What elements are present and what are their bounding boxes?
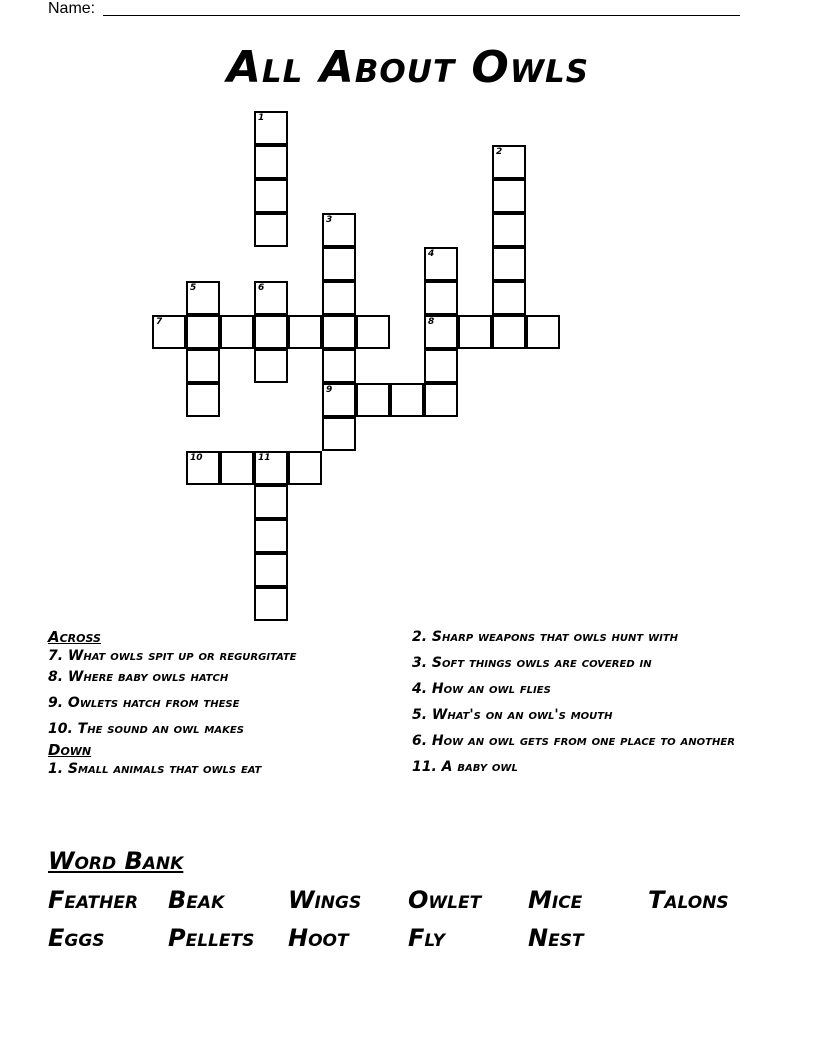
down-heading: Down (48, 741, 92, 759)
crossword-cell[interactable] (424, 315, 458, 349)
clue-across-9: 9. Owlets hatch from these (48, 695, 240, 711)
crossword-cell[interactable] (220, 315, 254, 349)
crossword-cell[interactable] (254, 179, 288, 213)
word-bank-item: Hoot (288, 924, 349, 952)
crossword-cell[interactable] (186, 281, 220, 315)
crossword-cell[interactable] (356, 383, 390, 417)
clue-down-3: 3. Soft things owls are covered in (412, 655, 652, 671)
clue-down-11: 11. A baby owl (412, 759, 518, 775)
crossword-cell[interactable] (492, 213, 526, 247)
word-bank-title: Word Bank (48, 847, 184, 875)
crossword-cell[interactable] (186, 349, 220, 383)
clue-number: 3 (326, 215, 333, 225)
crossword-cell[interactable] (254, 485, 288, 519)
crossword-cell[interactable] (254, 281, 288, 315)
crossword-cell[interactable] (186, 451, 220, 485)
word-bank-item: Owlet (408, 886, 482, 914)
crossword-cell[interactable] (186, 315, 220, 349)
crossword-cell[interactable] (254, 553, 288, 587)
clue-across-8: 8. Where baby owls hatch (48, 669, 229, 685)
crossword-cell[interactable] (254, 519, 288, 553)
crossword-cell[interactable] (424, 349, 458, 383)
word-bank-item: Feather (48, 886, 139, 914)
clue-down-1: 1. Small animals that owls eat (48, 761, 262, 777)
word-bank-item: Nest (528, 924, 584, 952)
crossword-cell[interactable] (254, 451, 288, 485)
crossword-cell[interactable] (254, 145, 288, 179)
crossword-cell[interactable] (322, 281, 356, 315)
word-bank-item: Mice (528, 886, 583, 914)
crossword-cell[interactable] (390, 383, 424, 417)
clue-number: 8 (428, 317, 435, 327)
crossword-cell[interactable] (288, 451, 322, 485)
clue-down-6: 6. How an owl gets from one place to another (412, 733, 735, 749)
clue-number: 10 (190, 453, 203, 463)
word-bank-item: Talons (648, 886, 729, 914)
clue-number: 6 (258, 283, 265, 293)
crossword-cell[interactable] (492, 179, 526, 213)
clue-across-7: 7. What owls spit up or regurgitate (48, 648, 297, 664)
crossword-cell[interactable] (424, 281, 458, 315)
crossword-cell[interactable] (322, 213, 356, 247)
clue-number: 7 (156, 317, 163, 327)
crossword-cell[interactable] (254, 111, 288, 145)
crossword-cell[interactable] (322, 315, 356, 349)
crossword-cell[interactable] (424, 383, 458, 417)
crossword-cell[interactable] (492, 315, 526, 349)
crossword-cell[interactable] (356, 315, 390, 349)
clue-number: 11 (258, 453, 271, 463)
word-bank-item: Beak (168, 886, 225, 914)
word-bank-item: Wings (288, 886, 362, 914)
crossword-cell[interactable] (492, 247, 526, 281)
crossword-cell[interactable] (322, 247, 356, 281)
across-heading: Across (48, 628, 101, 646)
crossword-cell[interactable] (254, 213, 288, 247)
clue-down-4: 4. How an owl flies (412, 681, 551, 697)
crossword-cell[interactable] (254, 315, 288, 349)
crossword-cell[interactable] (322, 383, 356, 417)
crossword-cell[interactable] (322, 417, 356, 451)
crossword-cell[interactable] (492, 145, 526, 179)
crossword-cell[interactable] (458, 315, 492, 349)
clue-down-2: 2. Sharp weapons that owls hunt with (412, 629, 679, 645)
word-bank-item: Eggs (48, 924, 105, 952)
clue-down-5: 5. What's on an owl's mouth (412, 707, 613, 723)
word-bank-item: Pellets (168, 924, 255, 952)
page-title: All About Owls (226, 42, 590, 93)
clue-number: 5 (190, 283, 197, 293)
clues-left-column (48, 628, 398, 786)
name-label: Name: (48, 0, 96, 17)
word-bank-item: Fly (408, 924, 445, 952)
crossword-cell[interactable] (254, 349, 288, 383)
clues-right-column (412, 628, 752, 784)
clue-number: 4 (428, 249, 435, 259)
clue-number: 9 (326, 385, 333, 395)
crossword-cell[interactable] (152, 315, 186, 349)
crossword-cell[interactable] (492, 281, 526, 315)
clue-across-10: 10. The sound an owl makes (48, 721, 244, 737)
crossword-cell[interactable] (254, 587, 288, 621)
crossword-cell[interactable] (288, 315, 322, 349)
crossword-cell[interactable] (526, 315, 560, 349)
crossword-cell[interactable] (186, 383, 220, 417)
clue-number: 1 (258, 113, 265, 123)
crossword-cell[interactable] (322, 349, 356, 383)
crossword-cell[interactable] (424, 247, 458, 281)
clue-number: 2 (496, 147, 503, 157)
crossword-cell[interactable] (220, 451, 254, 485)
